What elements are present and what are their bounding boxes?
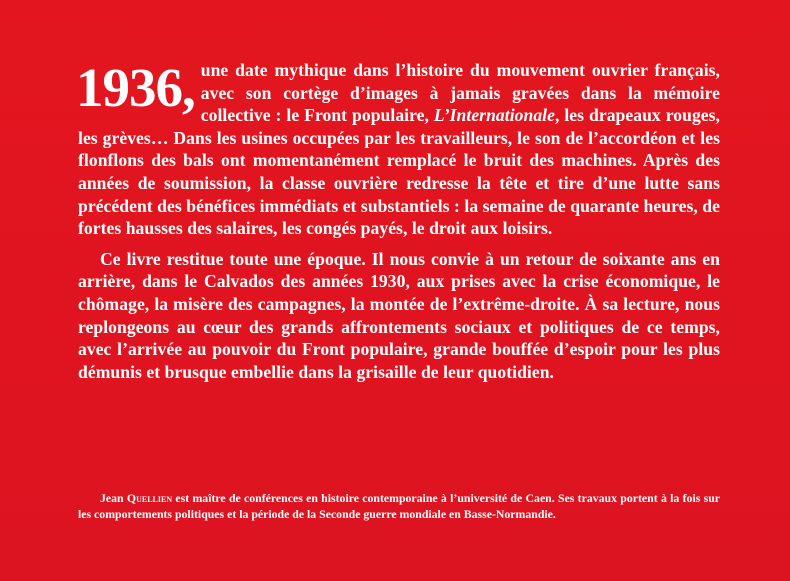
blurb [78, 59, 720, 383]
author-bio [78, 490, 720, 522]
paragraph-intro [78, 59, 720, 240]
intro-text-end: , les drapeaux rouges, les grèves… Dans les usines occupées par les travailleurs, le son de l’accordéon et les flonflons des bals ont momentanément remplacé le bruit des machines. Après des années de soumission, la classe ouvrière redresse la tête et tire d’une lutte sans précédent des bénéfices immédiats et substantiels : la semaine de quarante heures, de fortes hausses des salaires, les congés payés, le droit aux loisirs. [78, 105, 720, 239]
intro-text-start: une date mythique dans l’histoire du mouvement ouvrier français, avec son cortège d’images à jamais gravées dans la mémoire collective : le Front populaire, [200, 60, 720, 126]
author-first-name: Jean [100, 491, 127, 505]
author-last-name: Quellien [126, 491, 173, 505]
intro-text-italic: L’Internationale [433, 105, 555, 126]
paragraph-book-summary: Ce livre restitue toute une époque. Il nous convie à un retour de soixante ans en arrière, dans le Calvados des années 1930, aux prises avec la crise économique, le chômage, la misère des campagnes, la montée de l’extrême-droite. À sa lecture, nous replongeons au cœur des grands affrontements sociaux et politiques de ce temps, avec l’arrivée au pouvoir du Front populaire, grande bouffée d’espoir pour les plus démunis et brusque embellie dans la grisaille de leur quotidien. [78, 248, 720, 382]
author-bio-text: est maître de conférences en histoire contemporaine à l’université de Caen. Ses travaux portent à la fois sur les comportements politiques et la période de la Seconde guerre mondiale en Basse-Normandie. [78, 491, 720, 522]
dropcap-year: 1936, [76, 57, 195, 118]
